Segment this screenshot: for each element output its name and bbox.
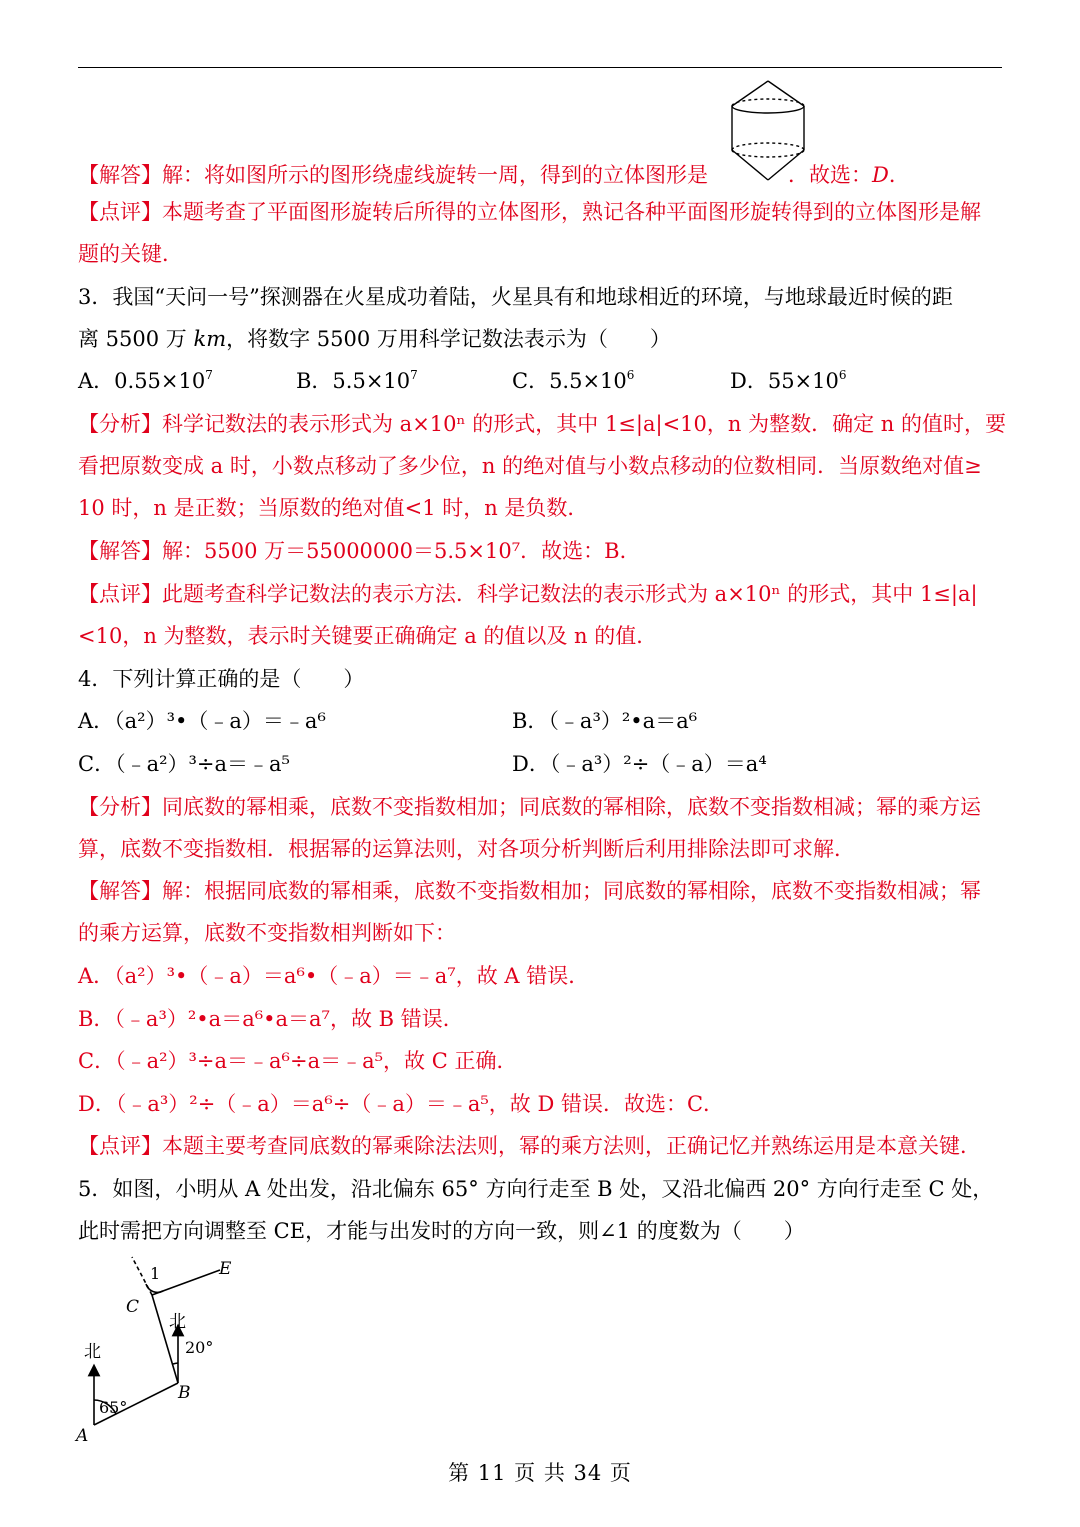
q4-analysis-text1: 同底数的幂相乘，底数不变指数相加；同底数的幂相除，底数不变指数相减；幂的乘方运 — [162, 795, 981, 819]
q2-comment-line2: 题的关键． — [78, 242, 183, 266]
q4-option-b: B．（﹣a³）²•a＝a⁶ — [512, 709, 698, 733]
header-rule — [78, 67, 1002, 68]
q2-answer-pre: 解：将如图所示的图形绕虚线旋转一周，得到的立体图形是 — [162, 163, 708, 187]
angle-20-arc — [173, 1363, 178, 1364]
q4-analysis-tag: 【分析】 — [78, 795, 162, 819]
q3-answer-text: 解：5500 万＝55000000＝5.5×10⁷．故选：B． — [162, 539, 641, 563]
q4-step-a: A．（a²）³•（﹣a）＝a⁶•（﹣a）＝﹣a⁷，故 A 错误． — [78, 964, 590, 988]
q3-stem-line2 — [78, 324, 1008, 354]
q3-comment-line2: <10，n 为整数，表示时关键要正确确定 a 的值以及 n 的值． — [78, 624, 658, 648]
q2-answer-choice: D — [872, 163, 889, 187]
segment-bc — [152, 1295, 178, 1383]
q3-answer-tag: 【解答】 — [78, 539, 162, 563]
q3-answer — [78, 536, 1008, 566]
label-65: 65° — [99, 1398, 128, 1417]
label-c: C — [126, 1297, 140, 1317]
q3-analysis-line3: 10 时，n 是正数；当原数的绝对值<1 时，n 是负数． — [78, 496, 589, 520]
q2-comment-text1: 本题考查了平面图形旋转后所得的立体图形，熟记各种平面图形旋转得到的立体图形是解 — [162, 200, 981, 224]
q4-analysis-line2: 算，底数不变指数相．根据幂的运算法则，对各项分析判断后利用排除法即可求解． — [78, 837, 855, 861]
label-e: E — [219, 1259, 232, 1279]
q4-stem: 4．下列计算正确的是（ ） — [78, 667, 365, 691]
q4-step-b: B．（﹣a³）²•a＝a⁶•a＝a⁷，故 B 错误． — [78, 1007, 464, 1031]
q4-comment — [78, 1131, 1008, 1161]
q2-comment-tag: 【点评】 — [78, 200, 162, 224]
label-north-b: 北 — [169, 1312, 186, 1332]
q2-answer-post: ．故选： — [788, 163, 872, 187]
label-b: B — [178, 1383, 191, 1403]
q3-stem-unit: km — [193, 327, 227, 351]
q3-option-d: D．$55\times 10^6$ — [730, 368, 847, 393]
q4-step-d: D．（﹣a³）²÷（﹣a）＝a⁶÷（﹣a）＝﹣a⁵，故 D 错误．故选：C． — [78, 1092, 725, 1116]
q3-analysis-line2: 看把原数变成 a 时，小数点移动了多少位，n 的绝对值与小数点移动的位数相同．当原数绝对值≥ — [78, 454, 982, 478]
q3-stem-line1: 3．我国“天问一号”探测器在火星成功着陆，火星具有和地球相近的环境，与地球最近时候的距 — [78, 285, 953, 309]
q2-answer — [78, 160, 1008, 190]
q3-analysis-tag: 【分析】 — [78, 412, 162, 436]
q4-option-c: C．（﹣a²）³÷a＝﹣a⁵ — [78, 752, 290, 776]
q4-option-a: A．（a²）³•（﹣a）＝﹣a⁶ — [78, 709, 326, 733]
label-20: 20° — [185, 1338, 214, 1357]
q4-answer-line1 — [78, 876, 1008, 906]
q3-stem-line2-a: 离 5500 万 — [78, 327, 194, 351]
q3-analysis-text1: 科学记数法的表示形式为 a×10ⁿ 的形式，其中 1≤|a|<10，n 为整数．确定 n 的值时，要 — [162, 412, 1006, 436]
q5-stem-line1: 5．如图，小明从 A 处出发，沿北偏东 65° 方向行走至 B 处，又沿北偏西 20° 方向行走至 C 处， — [78, 1177, 994, 1201]
q2-answer-tag: 【解答】 — [78, 163, 162, 187]
page-footer: 第 11 页 共 34 页 — [448, 1461, 632, 1485]
q3-comment-line1 — [78, 579, 1008, 609]
q4-comment-text: 本题主要考查同底数的幂乘除法法则，幂的乘方法则，正确记忆并熟练运用是本意关键． — [162, 1134, 981, 1158]
q3-option-a: A．$0.55\times 10^7$ — [78, 368, 213, 393]
q4-answer-line2: 的乘方运算，底数不变指数相判断如下： — [78, 921, 456, 945]
q4-step-c: C．（﹣a²）³÷a＝﹣a⁶÷a＝﹣a⁵，故 C 正确． — [78, 1049, 518, 1073]
q2-comment-line1 — [78, 197, 1008, 227]
q3-option-c: C．$5.5\times 10^6$ — [512, 368, 635, 393]
label-north-a: 北 — [84, 1342, 101, 1362]
q5-stem-line2: 此时需把方向调整至 CE，才能与出发时的方向一致，则∠1 的度数为（ ） — [78, 1219, 805, 1243]
q2-answer-end: ． — [888, 163, 910, 187]
label-a: A — [76, 1426, 89, 1446]
q4-answer-text1: 解：根据同底数的幂相乘，底数不变指数相加；同底数的幂相除，底数不变指数相减；幂 — [162, 879, 981, 903]
direction-figure — [72, 1255, 252, 1450]
label-1: 1 — [150, 1264, 161, 1283]
q4-analysis-line1 — [78, 792, 1008, 822]
q4-comment-tag: 【点评】 — [78, 1134, 162, 1158]
q3-comment-text1: 此题考查科学记数法的表示方法．科学记数法的表示形式为 a×10ⁿ 的形式，其中 1≤|a| — [162, 582, 978, 606]
q3-option-b: B．$5.5\times 10^7$ — [296, 368, 418, 393]
q3-analysis-line1 — [78, 409, 1008, 439]
q4-answer-tag: 【解答】 — [78, 879, 162, 903]
q3-comment-tag: 【点评】 — [78, 582, 162, 606]
q3-stem-line2-b: ，将数字 5500 万用科学记数法表示为（ ） — [226, 327, 671, 351]
q4-option-d: D．（﹣a³）²÷（﹣a）＝a⁴ — [512, 752, 767, 776]
